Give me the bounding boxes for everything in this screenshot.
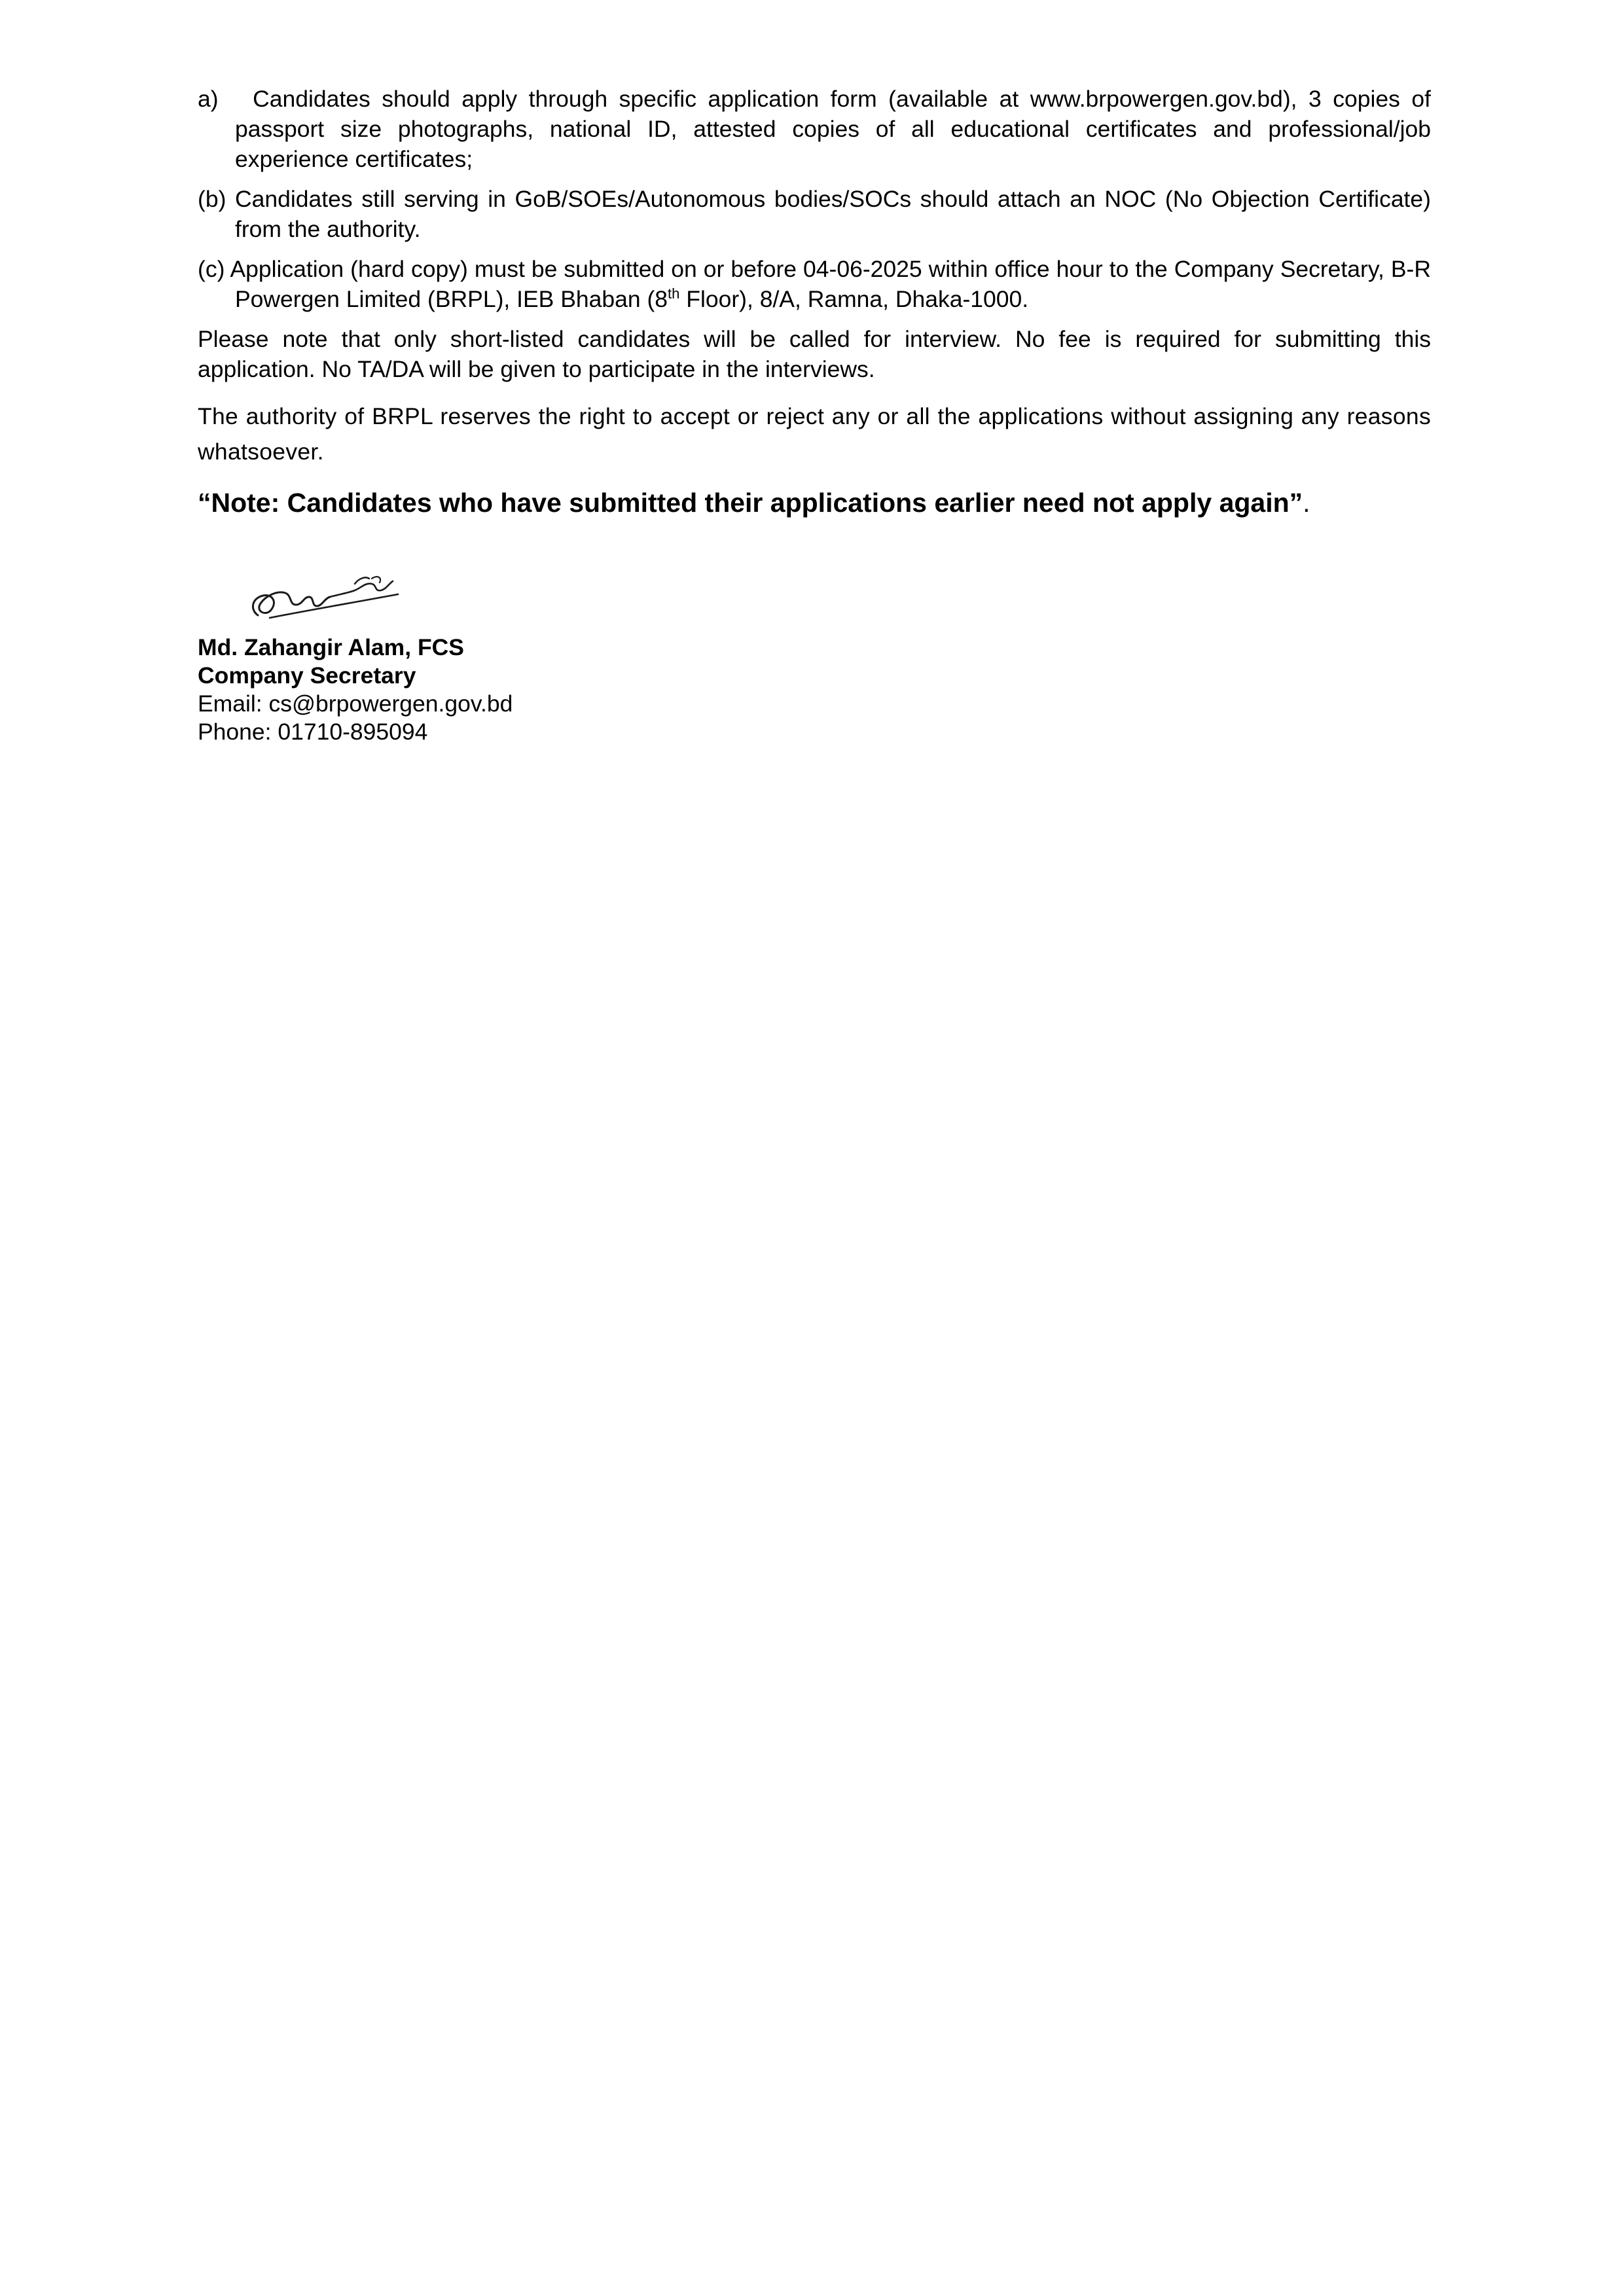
item-text: Candidates still serving in GoB/SOEs/Autonomous bodies/SOCs should attach an NOC (No Objection Certificate) from the authority. — [235, 186, 1431, 242]
document-body — [198, 84, 1431, 520]
shortlist-paragraph: Please note that only short-listed candidates will be called for interview. No fee is required for submitting this application. No TA/DA will be given to participate in the interviews. — [198, 326, 1431, 382]
signatory-title: Company Secretary — [198, 662, 416, 689]
item-label: (b) — [198, 186, 226, 212]
signatory-block — [198, 634, 513, 746]
superscript-th: th — [668, 285, 680, 302]
instruction-item-a — [198, 84, 1431, 174]
instruction-item-c — [198, 254, 1431, 314]
item-text: Application (hard copy) must be submitted on or before 04-06-2025 within office hour to the Company Secretary, B-R Powergen Limited (BRPL), IEB Bhaban (8 — [230, 256, 1431, 312]
handwritten-signature — [244, 564, 401, 624]
signatory-name: Md. Zahangir Alam, FCS — [198, 634, 464, 660]
item-label: a) — [198, 86, 219, 112]
note-period: . — [1303, 488, 1310, 518]
signatory-phone: Phone: 01710-895094 — [198, 719, 428, 745]
item-text-end: Floor), 8/A, Ramna, Dhaka-1000. — [679, 286, 1029, 312]
note-text: “Note: Candidates who have submitted their applications earlier need not apply again” — [198, 488, 1303, 518]
note-statement — [198, 485, 1431, 520]
signatory-email: Email: cs@brpowergen.gov.bd — [198, 691, 513, 717]
instruction-item-b — [198, 184, 1431, 244]
item-label: (c) — [198, 256, 225, 282]
reserve-paragraph: The authority of BRPL reserves the right to accept or reject any or all the applications without assigning any reasons whatsoever. — [198, 403, 1431, 465]
item-text: Candidates should apply through specific application form (available at www.brpowergen.gov.bd), 3 copies of passport size photographs, national ID, attested copies of all educational certificates and professional/job experience certificates; — [235, 86, 1432, 172]
